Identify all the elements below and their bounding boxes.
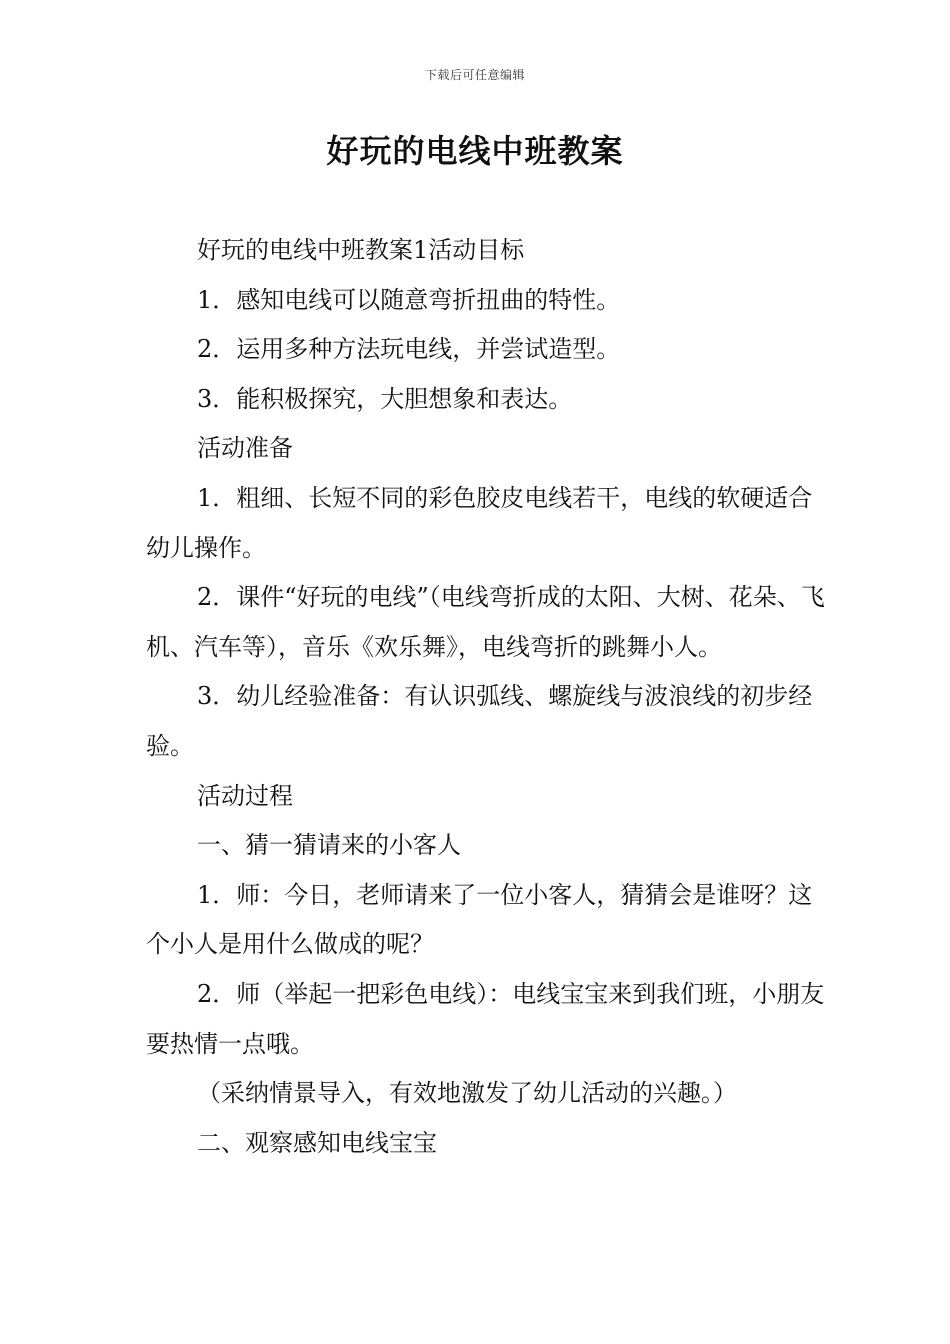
paragraph-preparation-2: 2．课件“好玩的电线”（电线弯折成的太阳、大树、花朵、飞机、汽车等），音乐《欢乐舞》，电线弯折的跳舞小人。 [146,583,825,661]
document-body [146,226,836,1168]
paragraph-heading-process: 活动过程 [197,781,293,810]
document-title: 好玩的电线中班教案 [326,132,624,170]
paragraph-heading-preparation: 活动准备 [197,434,293,463]
paragraph-section-1: 一、猜一猜请来的小客人 [197,831,461,860]
paragraph-note: （采纳情景导入，有效地激发了幼儿活动的兴趣。） [197,1079,737,1108]
paragraph-section-2: 二、观察感知电线宝宝 [197,1128,437,1157]
paragraph-step-1: 1．师：今日，老师请来了一位小客人，猜猜会是谁呀？这个小人是用什么做成的呢？ [146,880,813,959]
paragraph-goal-3: 3．能积极探究，大胆想象和表达。 [197,384,573,413]
paragraph-preparation-1: 1．粗细、长短不同的彩色胶皮电线若干，电线的软硬适合幼儿操作。 [146,483,813,562]
paragraph-heading-goals: 好玩的电线中班教案1活动目标 [197,236,525,264]
paragraph-step-2: 2．师（举起一把彩色电线）：电线宝宝来到我们班，小朋友要热情一点哦。 [146,979,825,1058]
header-note: 下载后可任意编辑 [424,68,525,82]
paragraph-preparation-3: 3．幼儿经验准备：有认识弧线、螺旋线与波浪线的初步经验。 [146,682,813,760]
paragraph-goal-2: 2．运用多种方法玩电线，并尝试造型。 [197,335,621,364]
paragraph-goal-1: 1．感知电线可以随意弯折扭曲的特性。 [197,285,621,314]
